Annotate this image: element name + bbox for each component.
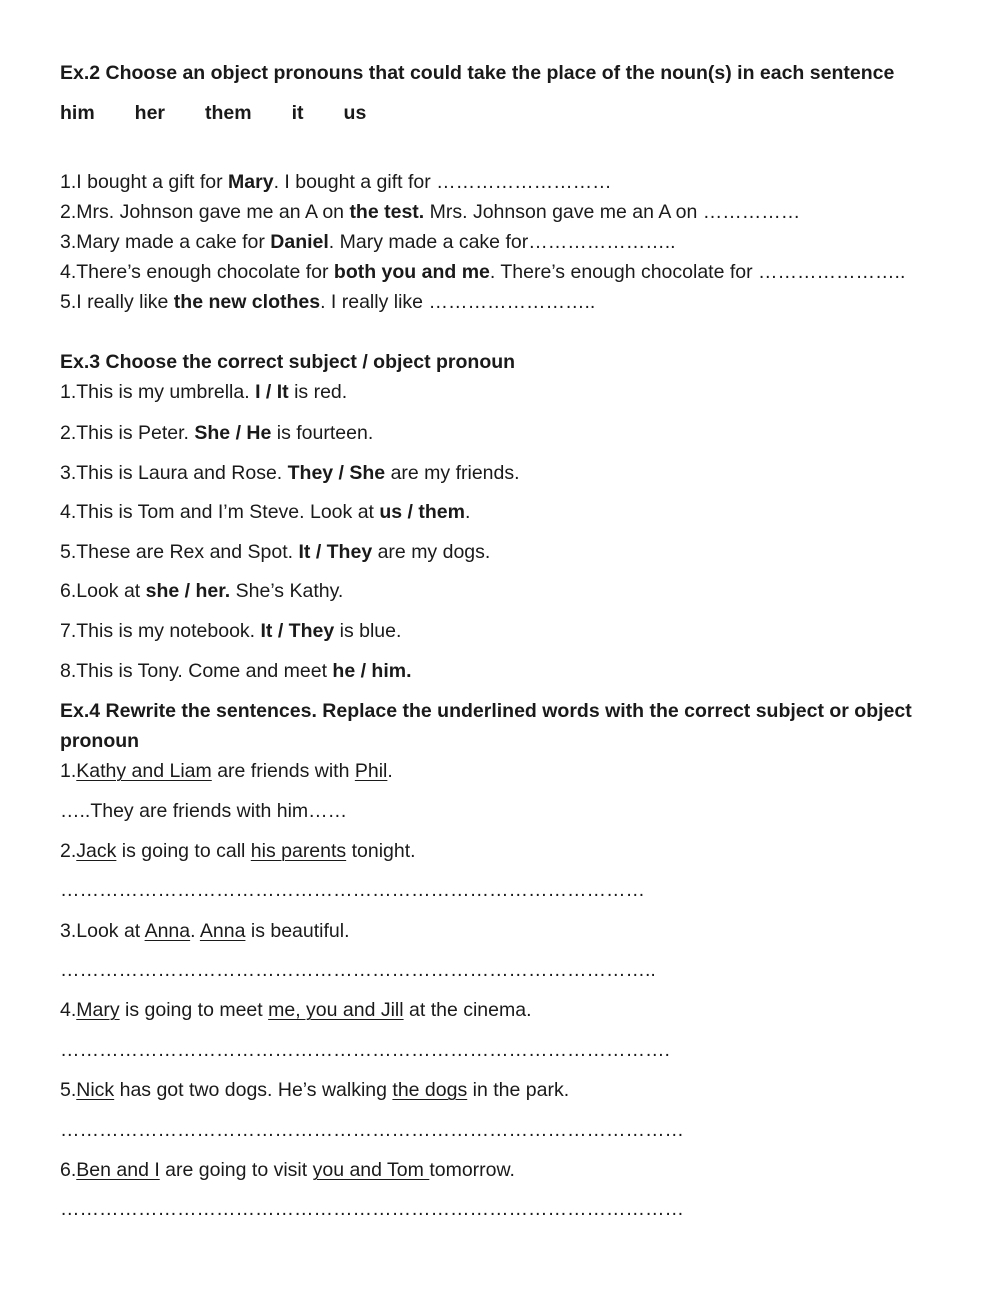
underlined-word: Anna	[144, 920, 191, 942]
ex4-answer-line[interactable]: ……………………………………………………………………………………	[60, 1198, 684, 1220]
item-text: 5.	[60, 1079, 77, 1101]
item-text: are my friends.	[385, 462, 520, 484]
pronoun-choice: he / him.	[332, 660, 412, 682]
item-text: .	[190, 920, 200, 942]
item-text: 1.	[60, 760, 77, 782]
item-text: at the cinema.	[403, 999, 532, 1021]
item-text: . I bought a gift for ………………………	[273, 171, 612, 193]
ex3-item	[60, 460, 520, 486]
item-text: 6.	[60, 1159, 77, 1181]
item-text: 1.I bought a gift for	[60, 171, 229, 193]
ex4-answer-line[interactable]: ………………………………………………………………………………..	[60, 959, 656, 981]
ex3-item	[60, 539, 490, 565]
item-text: 7.This is my notebook.	[60, 620, 261, 642]
item-text: tomorrow.	[429, 1159, 515, 1181]
ex4-answer-line: …..They are friends with him……	[60, 800, 348, 822]
item-text: She’s Kathy.	[230, 580, 344, 602]
ex3-item	[60, 499, 470, 525]
word-bank-item: it	[291, 102, 304, 124]
ex4-item	[60, 997, 532, 1023]
pronoun-choice: It / They	[298, 541, 373, 563]
item-text: 4.There’s enough chocolate for	[60, 261, 334, 283]
underlined-word: Mary	[76, 999, 120, 1021]
ex2-item	[60, 199, 800, 225]
ex4-item	[60, 1157, 515, 1183]
ex4-title: Ex.4 Rewrite the sentences. Replace the underlined words with the correct subject or object	[60, 700, 912, 722]
underlined-word: Anna	[199, 920, 246, 942]
item-text: 3.This is Laura and Rose.	[60, 462, 288, 484]
ex4-answer-line[interactable]: ………………………………………………………………………………….	[60, 1039, 670, 1061]
word-bank-item: her	[134, 102, 166, 124]
underlined-word: me, you and Jill	[268, 999, 404, 1021]
item-text: 2.This is Peter.	[60, 422, 195, 444]
item-text: .	[387, 760, 393, 782]
underlined-word: the dogs	[392, 1079, 468, 1101]
underlined-word: Phil	[354, 760, 388, 782]
underlined-word: you and Tom	[312, 1159, 430, 1181]
word-bank-item: him	[60, 102, 95, 124]
ex2-title: Ex.2 Choose an object pronouns that could take the place of the noun(s) in each sentence	[60, 62, 895, 84]
item-text: 6.Look at	[60, 580, 146, 602]
word-bank-item: them	[205, 102, 252, 124]
item-noun: the test.	[349, 201, 425, 223]
item-text: 8.This is Tony. Come and meet	[60, 660, 333, 682]
ex3-item	[60, 578, 343, 604]
pronoun-choice: She / He	[194, 422, 272, 444]
pronoun-choice: I / It	[255, 381, 289, 403]
ex2-item	[60, 229, 676, 255]
item-text: is beautiful.	[245, 920, 350, 942]
ex3-item	[60, 420, 373, 446]
item-text: are going to visit	[159, 1159, 313, 1181]
underlined-word: his parents	[250, 840, 347, 862]
item-noun: Daniel	[270, 231, 329, 253]
ex3-item	[60, 658, 412, 684]
item-text: is fourteen.	[271, 422, 374, 444]
ex3-title: Ex.3 Choose the correct subject / object pronoun	[60, 351, 516, 373]
item-text: 4.	[60, 999, 77, 1021]
item-text: Mrs. Johnson gave me an A on ……………	[424, 201, 801, 223]
item-noun: the new clothes	[173, 291, 321, 313]
item-noun: Mary	[228, 171, 274, 193]
word-bank-item: us	[343, 102, 367, 124]
item-text: tonight.	[346, 840, 416, 862]
ex3-item	[60, 379, 347, 405]
item-text: . I really like ……………………..	[320, 291, 596, 313]
underlined-word: Ben and I	[76, 1159, 160, 1181]
item-text: are friends with	[211, 760, 355, 782]
item-text: 5.I really like	[60, 291, 174, 313]
pronoun-choice: she / her.	[145, 580, 231, 602]
pronoun-choice: They / She	[287, 462, 386, 484]
item-text: are my dogs.	[372, 541, 491, 563]
ex2-item	[60, 259, 905, 285]
ex4-answer-line[interactable]: ……………………………………………………………………………………	[60, 1119, 684, 1141]
item-text: 2.Mrs. Johnson gave me an A on	[60, 201, 350, 223]
item-text: 3.Mary made a cake for	[60, 231, 271, 253]
item-text: .	[464, 501, 471, 523]
item-text: is red.	[288, 381, 348, 403]
ex4-item	[60, 918, 350, 944]
item-text: 1.This is my umbrella.	[60, 381, 256, 403]
item-text: is going to call	[116, 840, 251, 862]
item-text: 4.This is Tom and I’m Steve. Look at	[60, 501, 380, 523]
item-text: has got two dogs. He’s walking	[114, 1079, 393, 1101]
item-text: 5.These are Rex and Spot.	[60, 541, 299, 563]
ex3-item	[60, 618, 401, 644]
item-text: is blue.	[334, 620, 402, 642]
item-text: in the park.	[467, 1079, 570, 1101]
ex4-title-cont: pronoun	[60, 730, 140, 752]
ex4-answer-line[interactable]: ………………………………………………………………………………	[60, 879, 645, 901]
item-text: . Mary made a cake for…………………..	[328, 231, 676, 253]
underlined-word: Nick	[76, 1079, 115, 1101]
ex4-item	[60, 758, 393, 784]
item-noun: both you and me	[333, 261, 490, 283]
ex4-item	[60, 1077, 569, 1103]
ex2-item	[60, 169, 612, 195]
underlined-word: Kathy and Liam	[76, 760, 212, 782]
pronoun-choice: us / them	[379, 501, 465, 523]
ex2-word-bank	[60, 100, 406, 126]
ex2-item	[60, 289, 595, 315]
item-text: 2.	[60, 840, 77, 862]
pronoun-choice: It / They	[260, 620, 335, 642]
item-text: is going to meet	[119, 999, 269, 1021]
item-text: . There’s enough chocolate for …………………..	[489, 261, 906, 283]
ex4-item	[60, 838, 416, 864]
item-text: 3.Look at	[60, 920, 145, 942]
underlined-word: Jack	[76, 840, 117, 862]
